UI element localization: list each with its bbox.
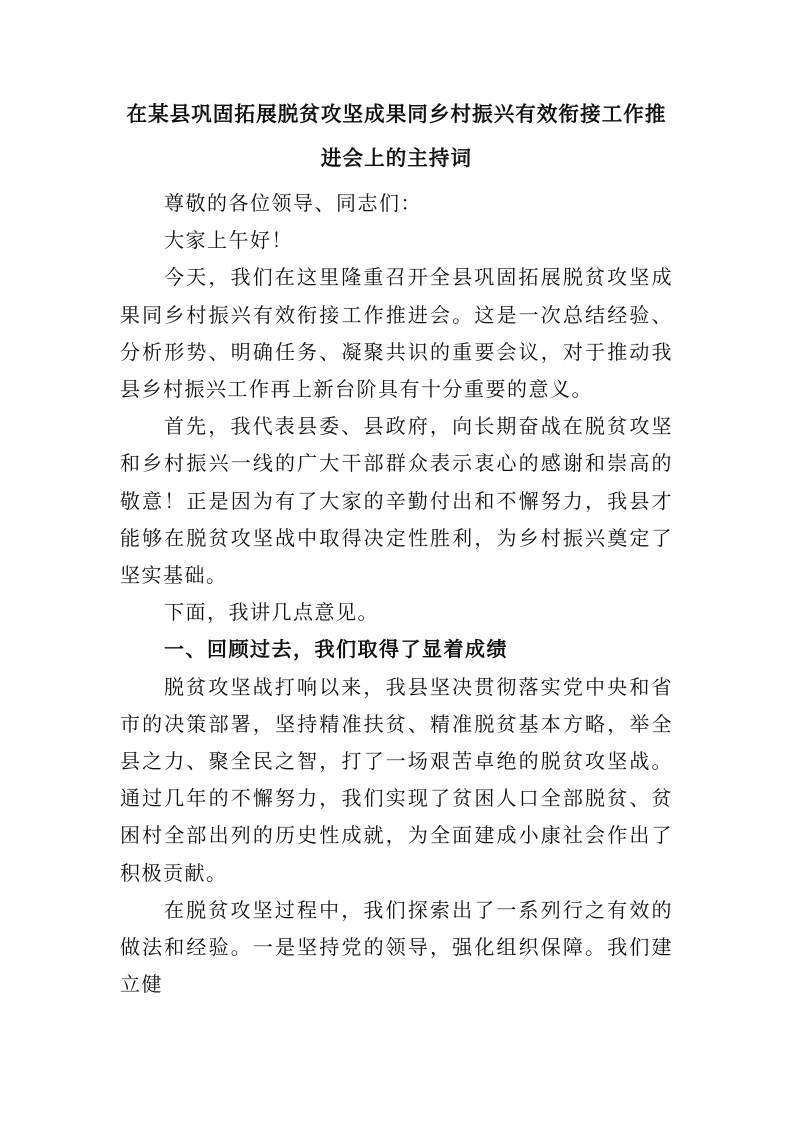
document-body xyxy=(120,185,673,1003)
body-paragraph: 今天，我们在这里隆重召开全县巩固拓展脱贫攻坚成果同乡村振兴有效衔接工作推进会。这是一次总结经验、分析形势、明确任务、凝聚共识的重要会议，对于推动我县乡村振兴工作再上新台阶具有十分重要的意义。 xyxy=(120,265,673,402)
body-paragraph: 在脱贫攻坚过程中，我们探索出了一系列行之有效的做法和经验。一是坚持党的领导，强化组织保障。我们建立健 xyxy=(120,897,673,997)
document-title-line-2: 进会上的主持词 xyxy=(320,146,473,170)
body-paragraph: 脱贫攻坚战打响以来，我县坚决贯彻落实党中央和省市的决策部署，坚持精准扶贫、精准脱贫基本方略，举全县之力、聚全民之智，打了一场艰苦卓绝的脱贫攻坚战。通过几年的不懈努力，我们实现了贫困人口全部脱贫、贫困村全部出列的历史性成就，为全面建成小康社会作出了积极贡献。 xyxy=(120,674,673,885)
greeting-paragraph: 大家上午好！ xyxy=(164,228,293,253)
section-heading: 一、回顾过去，我们取得了显着成绩 xyxy=(164,637,508,662)
body-paragraph: 下面，我讲几点意见。 xyxy=(164,600,379,625)
document-title-line-1: 在某县巩固拓展脱贫攻坚成果同乡村振兴有效衔接工作推 xyxy=(126,102,667,126)
salutation-paragraph: 尊敬的各位领导、同志们： xyxy=(164,191,422,215)
body-paragraph: 首先，我代表县委、县政府，向长期奋战在脱贫攻坚和乡村振兴一线的广大干部群众表示衷心的感谢和崇高的敬意！正是因为有了大家的辛勤付出和不懈努力，我县才能够在脱贫攻坚战中取得决定性胜利，为乡村振兴奠定了坚实基础。 xyxy=(120,414,673,588)
